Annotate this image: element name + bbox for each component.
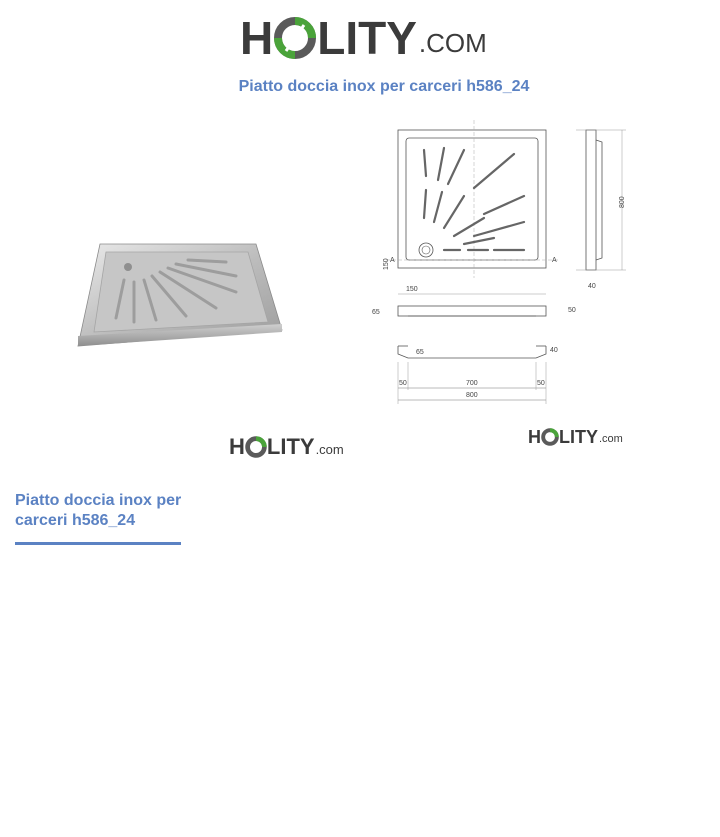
dim-width-800: 800 <box>466 392 478 399</box>
logo-letter-h: H <box>528 427 541 447</box>
title-underline <box>15 542 181 545</box>
dim-section-65: 65 <box>416 349 424 356</box>
logo-suffix: .com <box>315 441 344 457</box>
dim-base-700: 700 <box>466 380 478 387</box>
dim-left-65: 65 <box>372 309 380 316</box>
logo-ring-icon <box>245 436 267 458</box>
product-card-title[interactable]: Piatto doccia inox per carceri h586_24 <box>15 492 182 529</box>
page-title: Piatto doccia inox per carceri h586_24 <box>238 78 530 95</box>
technical-drawing <box>364 118 634 410</box>
logo-letter-h: H <box>240 12 274 64</box>
dim-depth-40: 40 <box>588 283 596 290</box>
logo-letter-h: H <box>229 434 245 459</box>
product-photo <box>76 240 286 350</box>
logo-ring-icon <box>274 17 316 59</box>
logo-word: LITY <box>266 434 315 459</box>
dim-marker-a-left: A <box>390 257 395 264</box>
logo-suffix: .com <box>599 433 623 445</box>
logo-ring-icon <box>541 428 559 446</box>
dim-side-150: 150 <box>383 258 390 270</box>
watermark-logo-drawing <box>528 425 623 449</box>
dim-right-50: 50 <box>568 307 576 314</box>
logo-word: LITY <box>317 12 417 64</box>
dim-section-40: 40 <box>550 347 558 354</box>
holity-logo[interactable] <box>240 12 487 64</box>
logo-word: LITY <box>559 427 598 447</box>
dim-base-50-right: 50 <box>537 380 545 387</box>
dim-bottom-150: 150 <box>406 286 418 293</box>
dim-marker-a-right: A <box>552 257 557 264</box>
dim-height: 800 <box>619 196 626 208</box>
dim-base-50-left: 50 <box>399 380 407 387</box>
logo-suffix: .COM <box>418 28 487 58</box>
watermark-logo-photo <box>229 433 344 461</box>
